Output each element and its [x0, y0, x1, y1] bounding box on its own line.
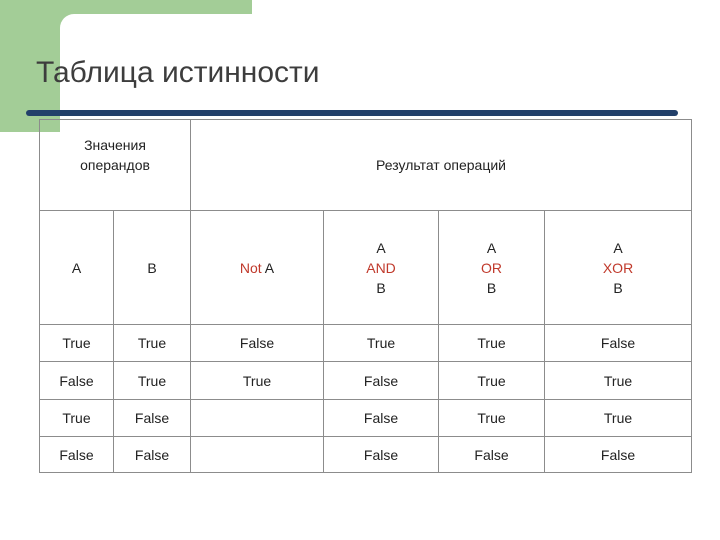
table-cell: False [191, 325, 324, 362]
table-cell: False [114, 400, 191, 437]
or-right-operand: B [486, 279, 497, 296]
table-cell: True [545, 362, 692, 400]
operands-header: Значения операндов [80, 137, 150, 173]
table-header-row-groups [40, 120, 692, 211]
or-operator: OR [481, 259, 503, 276]
table-cell: False [324, 437, 439, 473]
table-cell: True [439, 400, 545, 437]
table-cell: False [545, 437, 692, 473]
table-cell: False [439, 437, 545, 473]
truth-table [39, 119, 692, 473]
table-cell: True [545, 400, 692, 437]
results-header-cell [191, 120, 692, 211]
and-right-operand: B [376, 279, 386, 296]
column-header-a [40, 211, 114, 325]
and-left-operand: A [376, 239, 386, 256]
not-operand: A [264, 259, 275, 276]
column-header-b [114, 211, 191, 325]
slide-title: Таблица истинности [36, 56, 320, 89]
table-cell: True [191, 362, 324, 400]
and-operator: AND [366, 259, 396, 276]
xor-operator: XOR [602, 259, 634, 276]
or-left-operand: A [486, 239, 497, 256]
column-header-not-a [191, 211, 324, 325]
column-header-xor [545, 211, 692, 325]
table-row [40, 325, 692, 362]
table-cell: True [40, 400, 114, 437]
column-header-a-label: A [71, 259, 82, 276]
table-cell: True [324, 325, 439, 362]
table-cell: True [439, 325, 545, 362]
table-cell: False [545, 325, 692, 362]
table-cell: True [40, 325, 114, 362]
title-underline-rule [26, 110, 678, 116]
table-cell: False [40, 362, 114, 400]
table-row [40, 400, 692, 437]
column-header-and [324, 211, 439, 325]
results-header: Результат операций [376, 157, 506, 173]
table-cell-empty [191, 437, 324, 473]
not-operator: Not [239, 259, 262, 276]
xor-left-operand: A [613, 239, 623, 256]
table-header-row-columns [40, 211, 692, 325]
table-cell-empty [191, 400, 324, 437]
table-row [40, 362, 692, 400]
table-cell: True [439, 362, 545, 400]
table-cell: True [114, 362, 191, 400]
table-cell: True [114, 325, 191, 362]
table-cell: False [324, 362, 439, 400]
table-cell: False [114, 437, 191, 473]
column-header-or [439, 211, 545, 325]
operands-header-cell [40, 120, 191, 211]
xor-right-operand: B [613, 279, 623, 296]
table-row [40, 437, 692, 473]
column-header-b-label: B [147, 259, 157, 276]
table-cell: False [324, 400, 439, 437]
table-cell: False [40, 437, 114, 473]
